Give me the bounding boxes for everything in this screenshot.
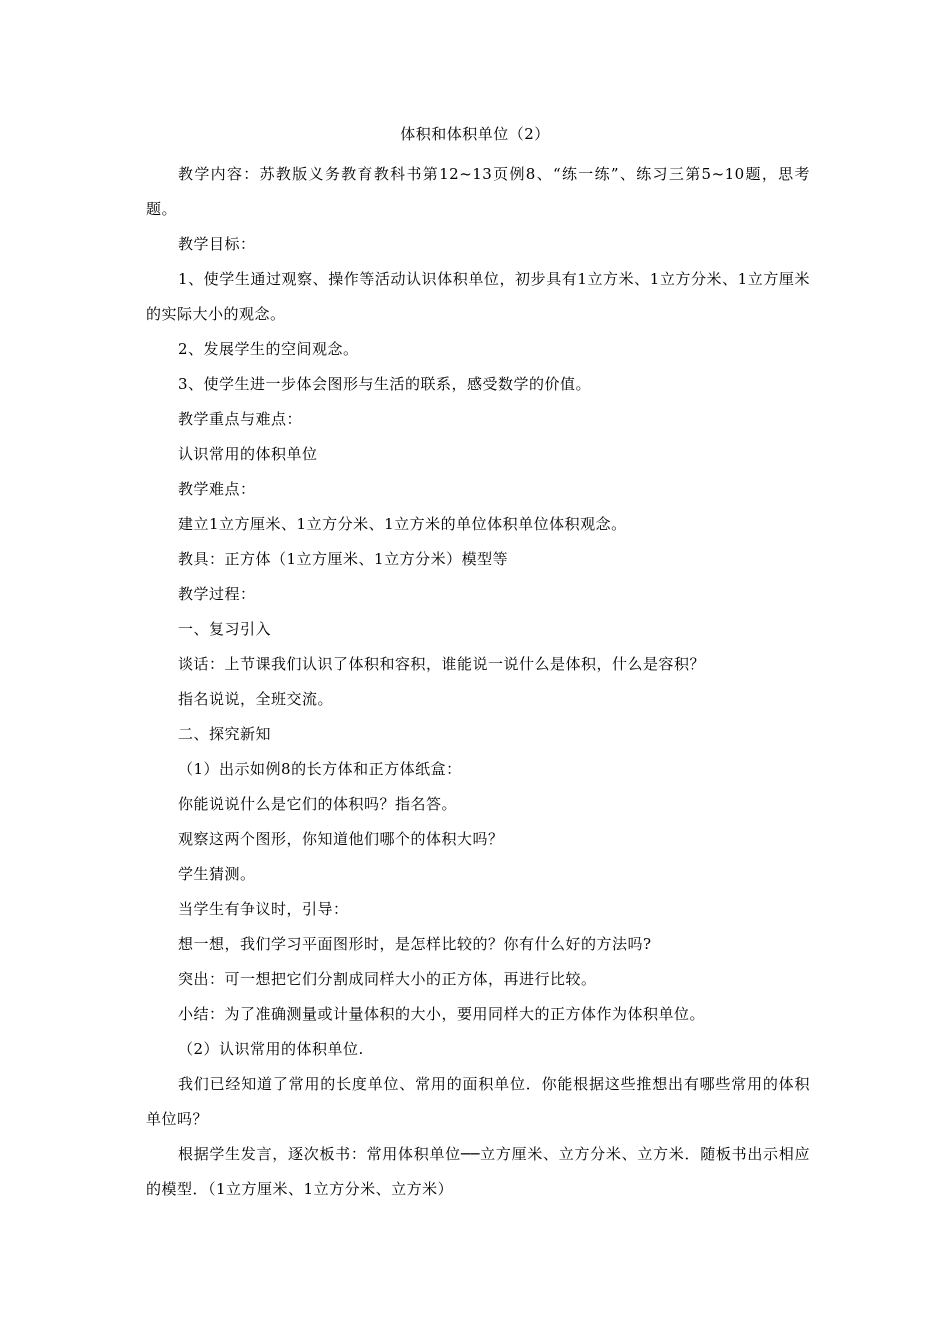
- document-body: [146, 157, 810, 1207]
- paragraph-teaching-goals-heading: 教学目标：: [178, 235, 256, 253]
- paragraph-summary: 小结：为了准确测量或计量体积的大小，要用同样大的正方体作为体积单位。: [178, 1005, 706, 1023]
- paragraph-key-points: 认识常用的体积单位: [178, 445, 318, 463]
- paragraph-blackboard: 根据学生发言，逐次板书：常用体积单位──立方厘米、立方分米、立方米．随板书出示相应的模型．（1立方厘米、1立方分米、立方米）: [146, 1145, 810, 1198]
- paragraph-infer-units: 我们已经知道了常用的长度单位、常用的面积单位．你能根据这些推想出有哪些常用的体积单位吗？: [146, 1075, 810, 1128]
- paragraph-observe: 观察这两个图形，你知道他们哪个的体积大吗？: [178, 830, 504, 848]
- paragraph-question-volume: 你能说说什么是它们的体积吗？指名答。: [178, 795, 458, 813]
- paragraph-teaching-aids: 教具：正方体（1立方厘米、1立方分米）模型等: [178, 550, 509, 568]
- paragraph-step-2: （2）认识常用的体积单位.: [178, 1040, 364, 1058]
- paragraph-difficulties-heading: 教学难点：: [178, 480, 256, 498]
- paragraph-process-heading: 教学过程：: [178, 585, 256, 603]
- paragraph-goal-2: 2、发展学生的空间观念。: [178, 340, 359, 358]
- paragraph-think: 想一想，我们学习平面图形时，是怎样比较的？你有什么好的方法吗?: [178, 935, 652, 953]
- paragraph-section-1-heading: 一、复习引入: [178, 620, 272, 638]
- paragraph-teaching-content: 教学内容：苏教版义务教育教科书第12~13页例8、“练一练”、练习三第5~10题，思考题。: [146, 165, 810, 218]
- paragraph-step-1: （1）出示如例8的长方体和正方体纸盒：: [178, 760, 462, 778]
- paragraph-highlight: 突出：可一想把它们分割成同样大小的正方体，再进行比较。: [178, 970, 597, 988]
- paragraph-goal-1: 1、使学生通过观察、操作等活动认识体积单位，初步具有1立方米、1立方分米、1立方厘米的实际大小的观念。: [146, 270, 810, 323]
- paragraph-exchange: 指名说说，全班交流。: [178, 690, 334, 708]
- paragraph-talk: 谈话：上节课我们认识了体积和容积，谁能说一说什么是体积，什么是容积？: [178, 655, 706, 673]
- paragraph-goal-3: 3、使学生进一步体会图形与生活的联系，感受数学的价值。: [178, 375, 592, 393]
- paragraph-difficulties: 建立1立方厘米、1立方分米、1立方米的单位体积单位体积观念。: [178, 515, 627, 533]
- paragraph-dispute: 当学生有争议时，引导：: [178, 900, 349, 918]
- paragraph-section-2-heading: 二、探究新知: [178, 725, 272, 743]
- paragraph-guess: 学生猜测。: [178, 865, 256, 883]
- paragraph-key-points-heading: 教学重点与难点：: [178, 410, 303, 428]
- document-title: 体积和体积单位（2）: [400, 125, 550, 143]
